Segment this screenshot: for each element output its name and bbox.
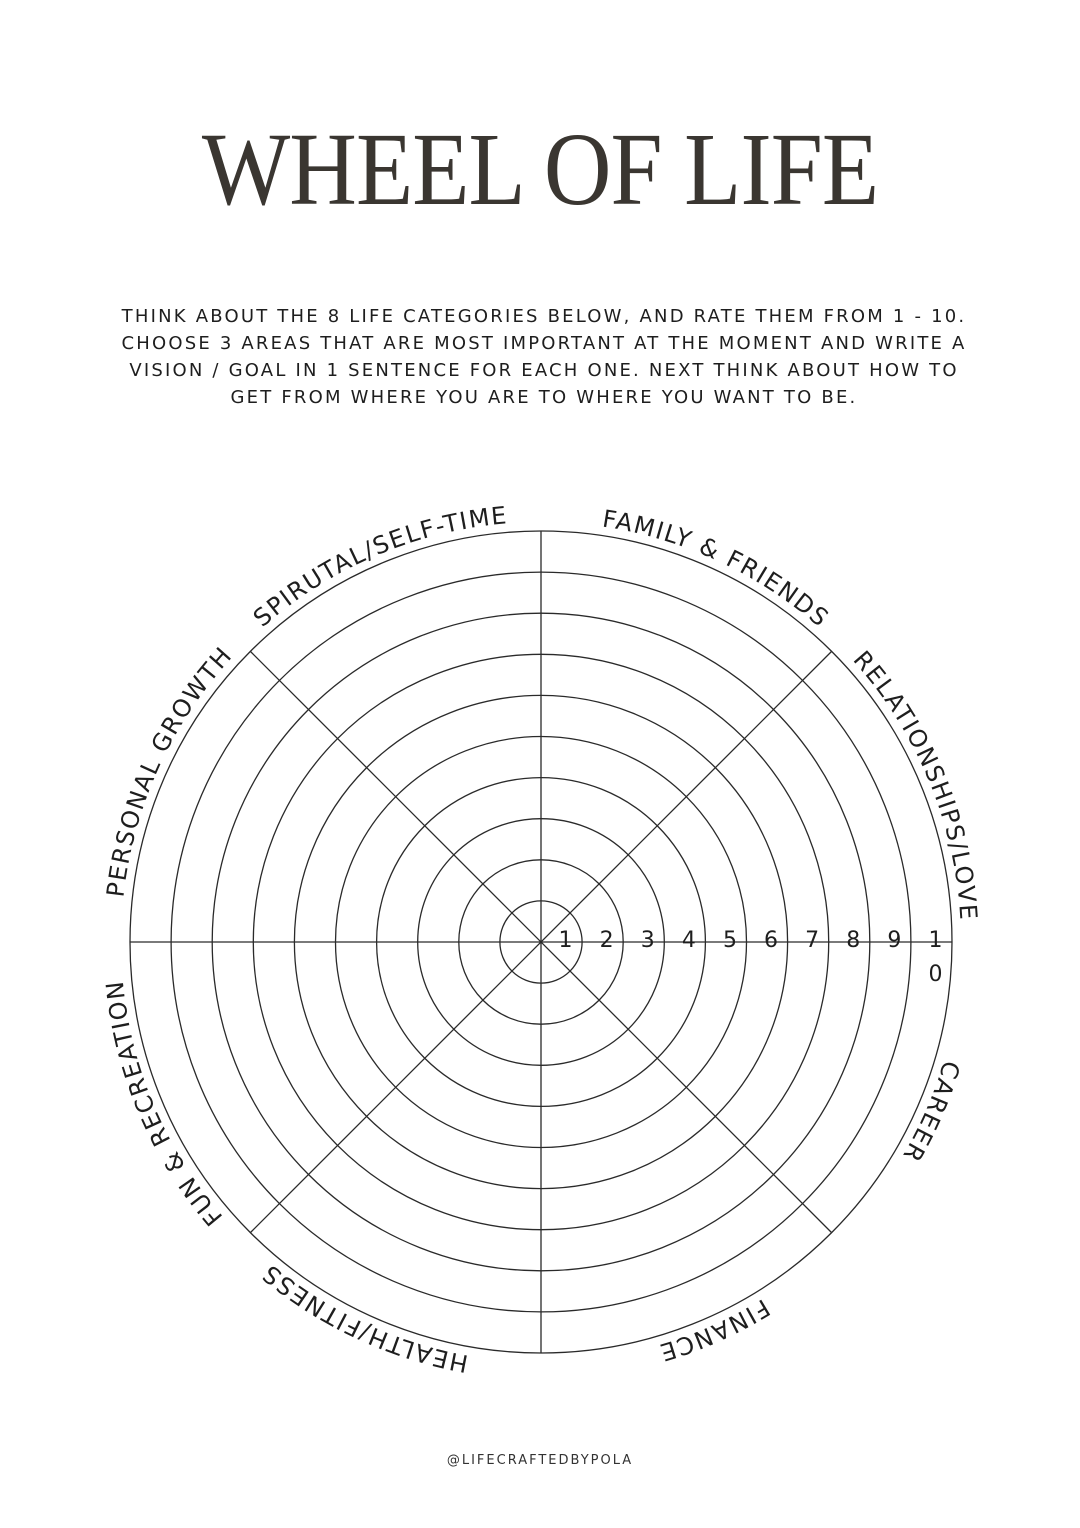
instructions-text: THINK ABOUT THE 8 LIFE CATEGORIES BELOW, AND RATE THEM FROM 1 - 10. CHOOSE 3 AREAS THAT ARE MOST IMPORTANT AT THE MOMENT AND WRITE A VISION / GOAL IN 1 SENTENCE FOR EACH ONE. NEXT THINK ABOUT HOW TO GET FROM WHERE YOU ARE TO WHERE YOU WANT TO BE.: [121, 306, 967, 408]
scale-number-3: 3: [640, 928, 655, 953]
scale-number-6: 6: [764, 928, 779, 953]
category-label: FUN & RECREATION: [100, 978, 229, 1232]
category-label: SPIRUTAL/SELF-TIME: [247, 501, 510, 633]
scale-number-2: 2: [599, 928, 614, 953]
page-title: WHEEL OF LIFE: [201, 112, 879, 227]
scale-number-10: 1 0: [928, 928, 943, 987]
category-label: RELATIONSHIPS/LOVE: [847, 645, 983, 922]
scale-number-7: 7: [805, 928, 820, 953]
footer-handle: @LIFECRAFTEDBYPOLA: [446, 1453, 634, 1468]
scale-number-4: 4: [681, 928, 696, 953]
scale-number-5: 5: [722, 928, 737, 953]
category-label: FINANCE: [655, 1293, 775, 1367]
category-label: FAMILY & FRIENDS: [600, 504, 835, 633]
category-label: CAREER: [896, 1057, 966, 1168]
scale-number-8: 8: [846, 928, 861, 953]
scale-number-1: 1: [558, 928, 573, 953]
category-label: HEALTH/FITNESS: [256, 1258, 471, 1378]
category-label: PERSONAL GROWTH: [101, 641, 239, 899]
scale-number-9: 9: [887, 928, 902, 953]
